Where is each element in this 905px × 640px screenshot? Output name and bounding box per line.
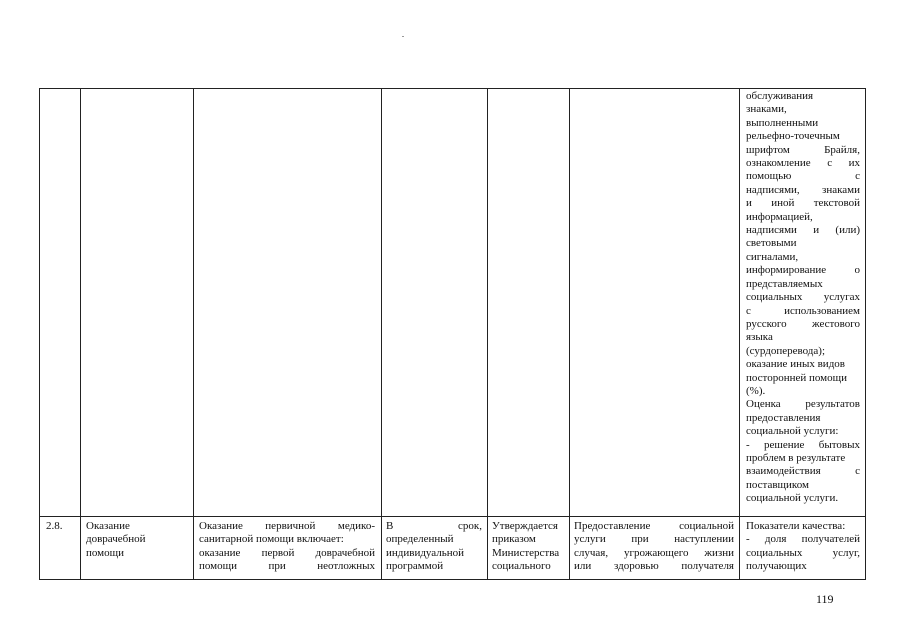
indicators-line: - доля получателей xyxy=(746,533,860,546)
tariff-line: Утверждается xyxy=(492,520,558,532)
indicators-line: информирование о xyxy=(746,264,860,277)
conditions-cell xyxy=(574,520,734,574)
indicators-line: помощью с xyxy=(746,170,860,183)
table-column-divider xyxy=(739,88,740,580)
indicators-line: русского жестового xyxy=(746,317,860,330)
indicators-line: ознакомление с их xyxy=(746,157,860,170)
row-number xyxy=(46,520,63,533)
indicators-line: надписями и (или) xyxy=(746,224,860,237)
table-column-divider xyxy=(381,88,382,580)
tariff-line: социального xyxy=(492,560,551,573)
top-indicators-cell xyxy=(746,90,860,506)
indicators-cell xyxy=(746,520,860,574)
scan-speck xyxy=(402,36,404,37)
page-number: 119 xyxy=(816,592,834,606)
conditions-line: или здоровью получателя xyxy=(574,560,734,573)
term-line: определенный xyxy=(386,533,454,546)
tariff-cell xyxy=(492,520,566,574)
table-column-divider xyxy=(193,88,194,580)
conditions-line: услуги при наступлении xyxy=(574,533,734,546)
tariff-line: Министерства xyxy=(492,546,560,559)
service-content-line: санитарной помощи включает: xyxy=(199,533,344,546)
indicators-line: обслуживания xyxy=(746,90,814,102)
indicators-line: социальных услуг, xyxy=(746,546,860,559)
indicators-line: оказание иных видов xyxy=(746,358,845,371)
indicators-line: шрифтом Брайля, xyxy=(746,143,860,156)
indicators-line: посторонней помощи xyxy=(746,371,847,384)
indicators-line: социальной услуги. xyxy=(746,492,839,505)
table-column-divider xyxy=(80,88,81,580)
indicators-line: знаками, xyxy=(746,103,787,116)
indicators-line: проблем в результате xyxy=(746,451,846,464)
table-border-right xyxy=(865,88,866,580)
indicators-line: Показатели качества: xyxy=(746,520,846,532)
indicators-line: предоставления xyxy=(746,411,821,424)
indicators-line: представляемых xyxy=(746,277,823,290)
service-name-line: доврачебной xyxy=(86,533,146,546)
indicators-line: (сурдоперевода); xyxy=(746,344,826,357)
term-line: В срок, xyxy=(386,520,482,532)
service-name-line: помощи xyxy=(86,546,124,559)
table-border-top xyxy=(39,88,866,89)
indicators-line: поставщиком xyxy=(746,478,809,491)
indicators-line: информацией, xyxy=(746,210,813,223)
table-column-divider xyxy=(487,88,488,580)
indicators-line: надписями, знаками xyxy=(746,183,860,196)
conditions-line: случая, угрожающего жизни xyxy=(574,546,734,559)
indicators-line: и иной текстовой xyxy=(746,197,860,210)
service-content-line: помощи при неотложных xyxy=(199,560,375,573)
indicators-line: социальной услуги: xyxy=(746,425,839,438)
service-name-cell xyxy=(86,520,190,560)
indicators-line: световыми xyxy=(746,237,797,250)
indicators-line: с использованием xyxy=(746,304,860,317)
table-border-left xyxy=(39,88,40,580)
service-content-cell xyxy=(199,520,375,574)
indicators-line: (%). xyxy=(746,384,766,397)
indicators-line: языка xyxy=(746,331,773,344)
term-line: программой xyxy=(386,560,444,573)
term-line: индивидуальной xyxy=(386,546,465,559)
service-content-line: Оказание первичной медико- xyxy=(199,520,375,532)
term-cell xyxy=(386,520,482,574)
indicators-line: рельефно-точечным xyxy=(746,130,840,143)
indicators-line: выполненными xyxy=(746,116,819,129)
indicators-line: получающих xyxy=(746,560,807,573)
table-border-bottom xyxy=(39,579,866,580)
indicators-line: сигналами, xyxy=(746,250,799,263)
indicators-line: Оценка результатов xyxy=(746,398,860,411)
service-name-line: Оказание xyxy=(86,520,130,532)
service-content-line: оказание первой доврачебной xyxy=(199,546,375,559)
indicators-line: социальных услугах xyxy=(746,291,860,304)
row-number-text: 2.8. xyxy=(46,520,63,532)
tariff-line: приказом xyxy=(492,533,536,546)
indicators-line: - решение бытовых xyxy=(746,438,860,451)
table-row-divider xyxy=(39,516,866,517)
conditions-line: Предоставление социальной xyxy=(574,520,734,532)
indicators-line: взаимодействия с xyxy=(746,465,860,478)
table-column-divider xyxy=(569,88,570,580)
